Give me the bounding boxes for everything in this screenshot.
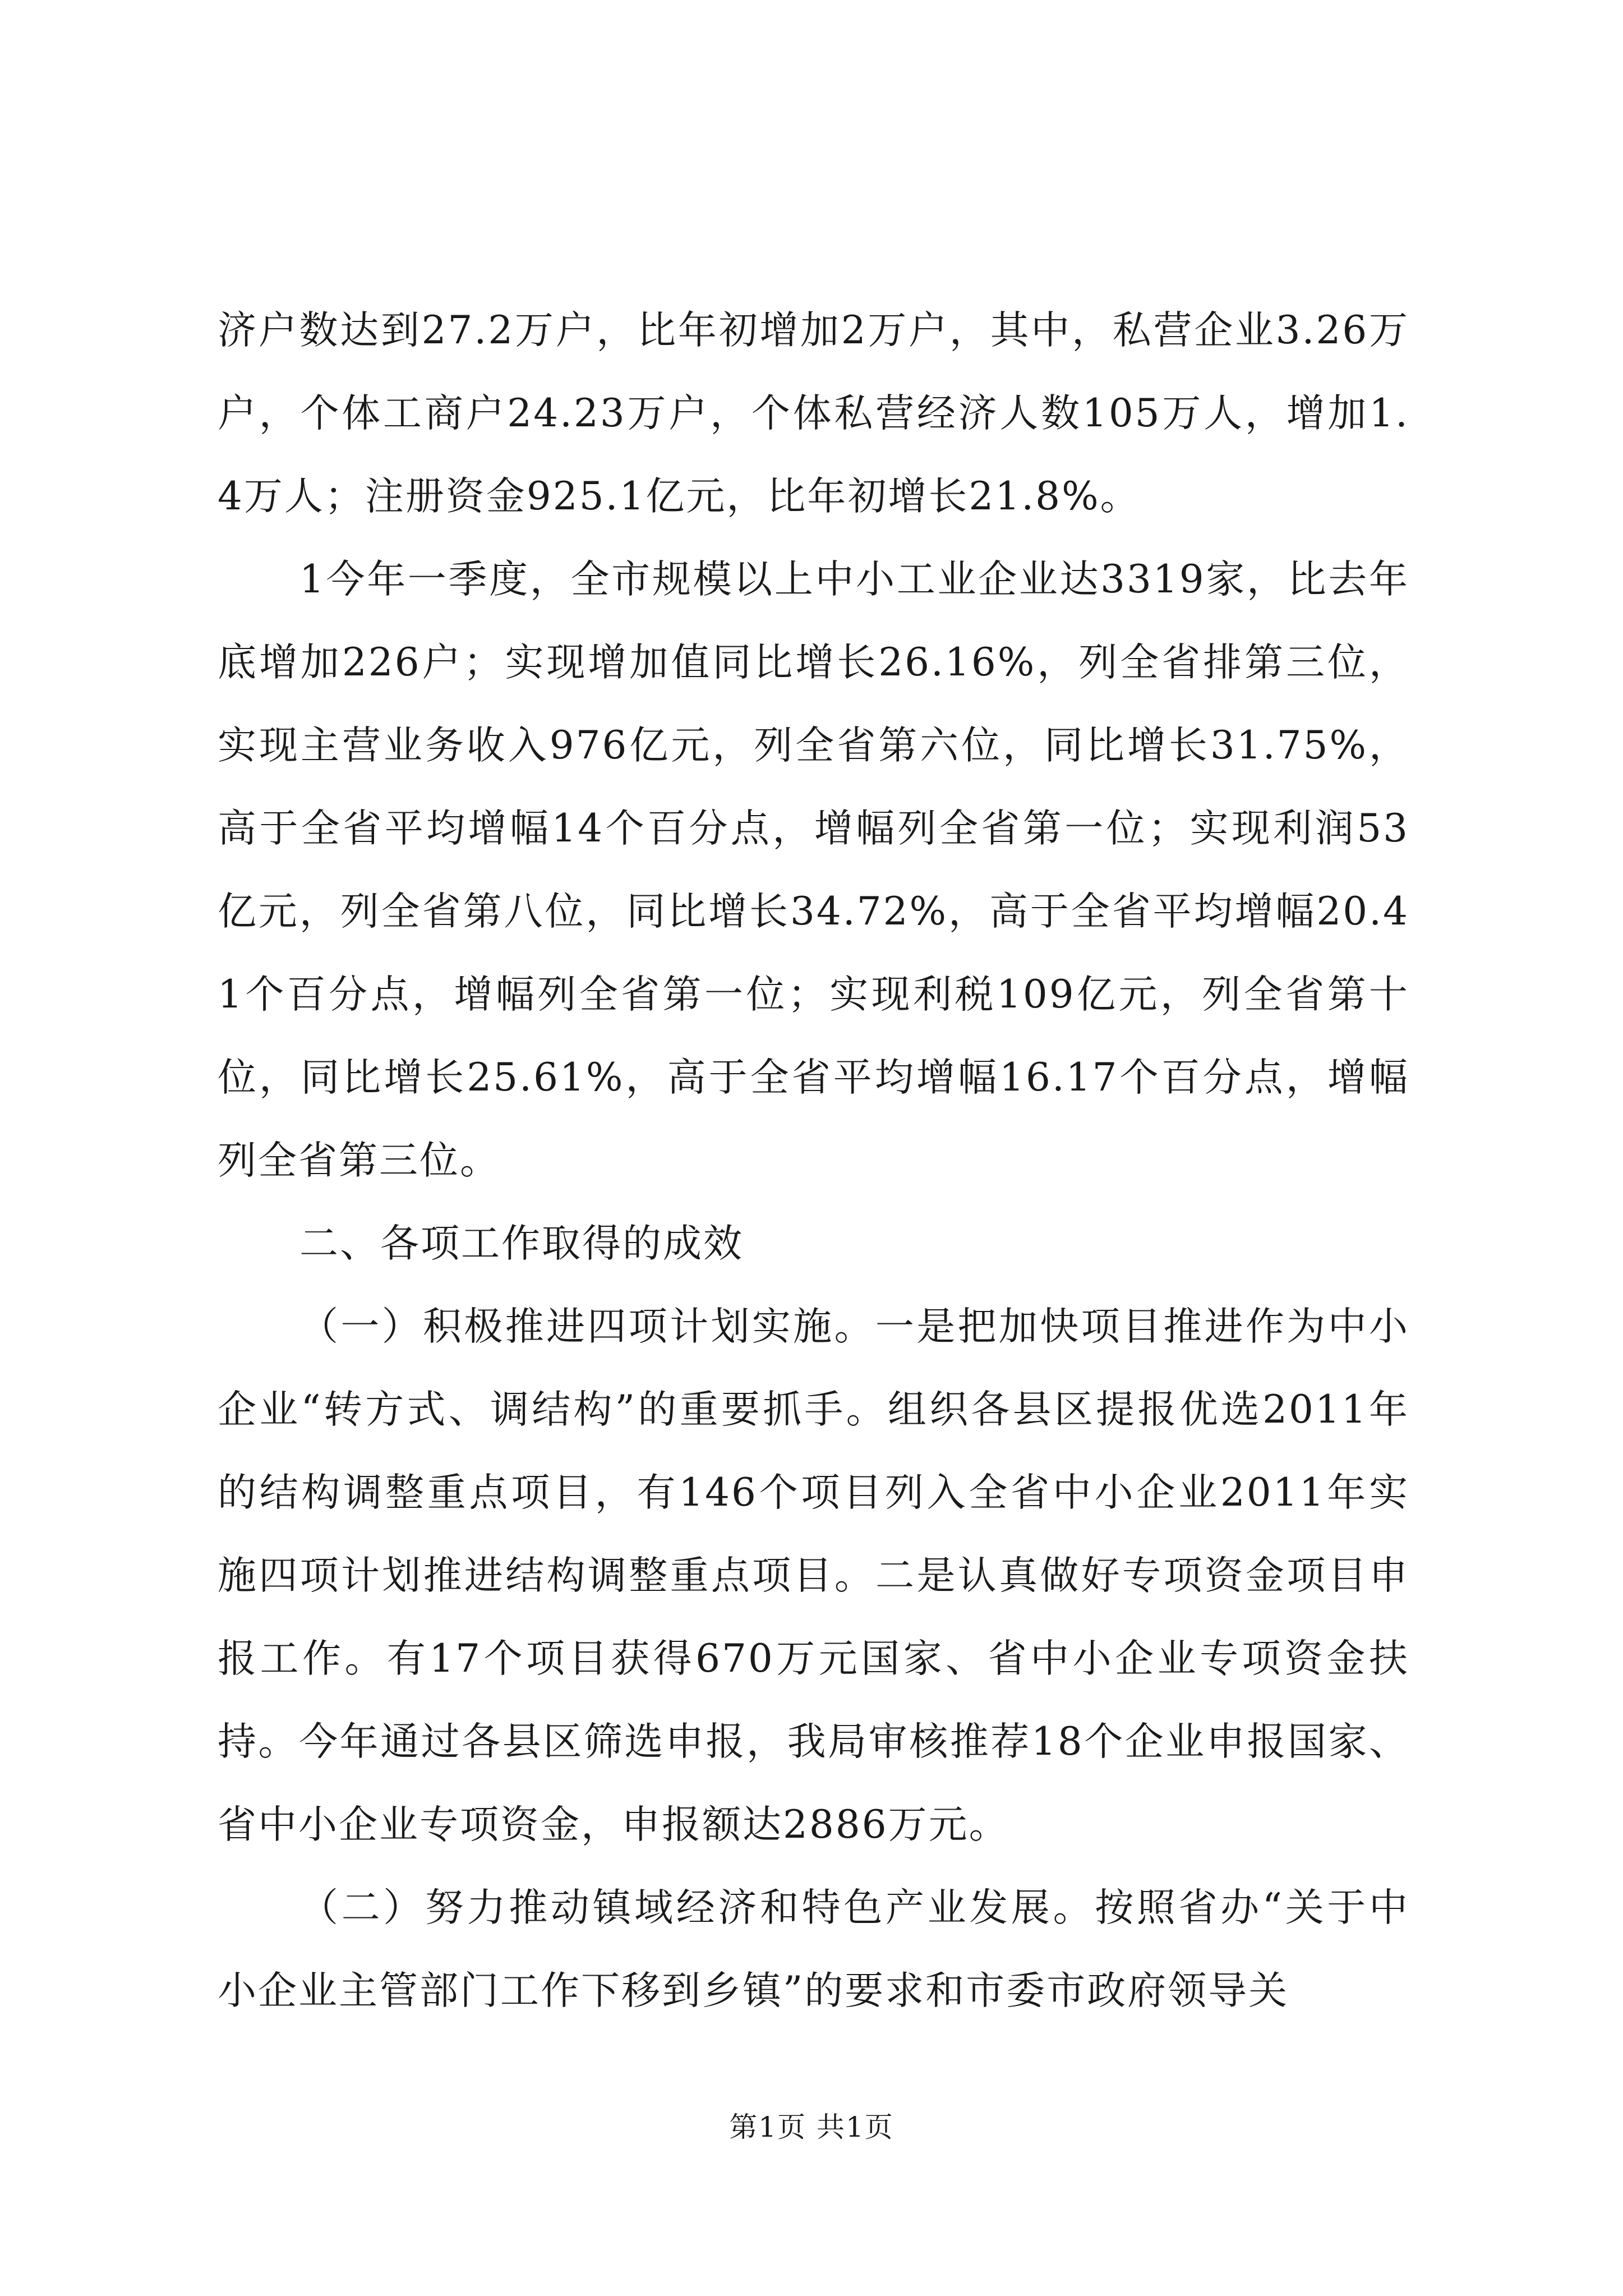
- document-body: [218, 289, 1409, 2032]
- paragraph-town-economy: （二）努力推动镇域经济和特色产业发展。按照省办“关于中小企业主管部门工作下移到乡镇”的要求和市委市政府领导关: [218, 1885, 1409, 2013]
- section-heading: 二、各项工作取得的成效: [299, 1221, 744, 1266]
- paragraph-four-plans: （一）积极推进四项计划实施。一是把加快项目推进作为中小企业“转方式、调结构”的重要抓手。组织各县区提报优选2011年的结构调整重点项目，有146个项目列入全省中小企业2011年实施四项计划推进结构调整重点项目。二是认真做好专项资金项目申报工作。有17个项目获得670万元国家、省中小企业专项资金扶持。今年通过各县区筛选申报，我局审核推荐18个企业申报国家、省中小企业专项资金，申报额达2886万元。: [218, 1304, 1409, 1847]
- paragraph-quarter-stats: 1今年一季度，全市规模以上中小工业企业达3319家，比去年底增加226户；实现增加值同比增长26.16%，列全省排第三位，实现主营业务收入976亿元，列全省第六位，同比增长31.75%，高于全省平均增幅14个百分点，增幅列全省第一位；实现利润53亿元，列全省第八位，同比增长34.72%，高于全省平均增幅20.41个百分点，增幅列全省第一位；实现利税109亿元，列全省第十位，同比增长25.61%，高于全省平均增幅16.17个百分点，增幅列全省第三位。: [218, 557, 1409, 1183]
- page-footer: 第1页 共1页: [729, 2111, 894, 2143]
- paragraph-continuation: 济户数达到27.2万户，比年初增加2万户，其中，私营企业3.26万户，个体工商户24.23万户，个体私营经济人数105万人，增加1.4万人；注册资金925.1亿元，比年初增长21.8%。: [218, 308, 1409, 519]
